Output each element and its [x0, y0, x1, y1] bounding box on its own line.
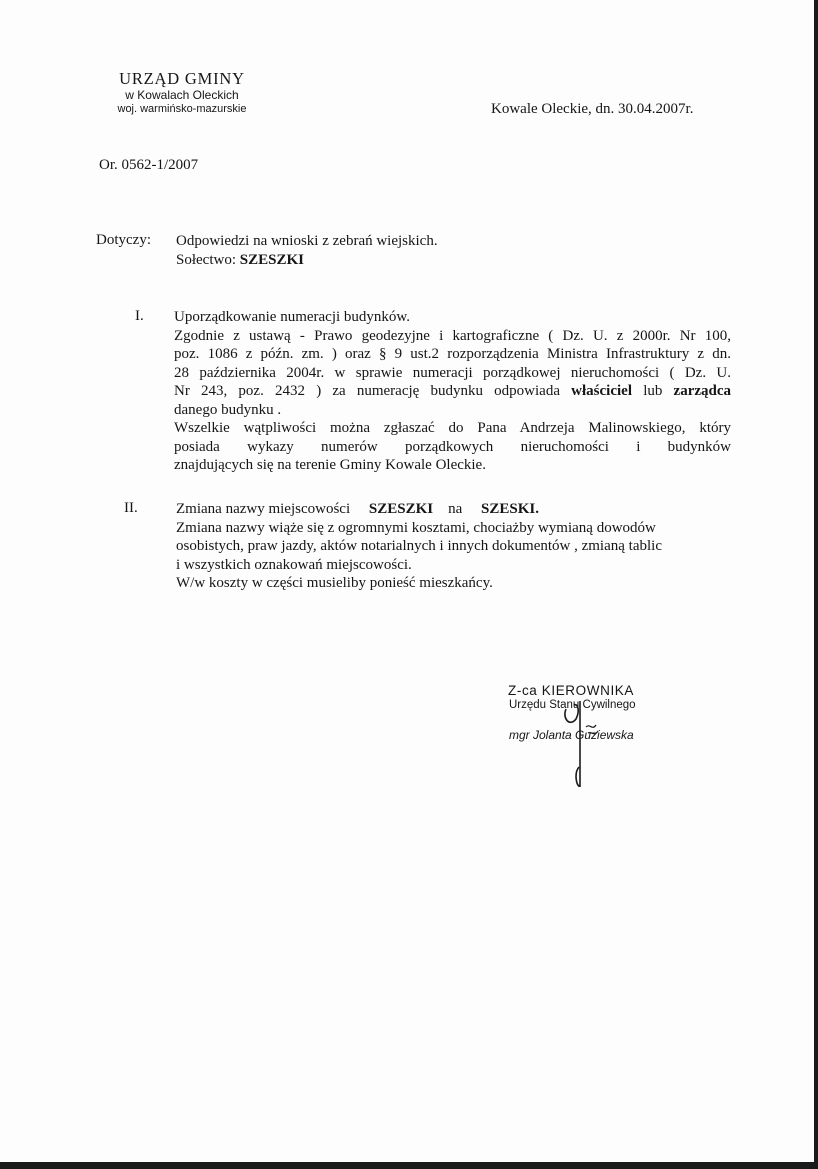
section2-line: osobistych, praw jazdy, aktów notarialnych i innych dokumentów , zmianą tablic [176, 538, 662, 554]
section1-number: I. [135, 308, 144, 324]
section2-body [176, 500, 736, 593]
section2-number: II. [124, 500, 138, 516]
section1-line: znajdujących się na terenie Gminy Kowale Oleckie. [174, 457, 486, 473]
section1-line: posiada wykazy numerów porządkowych nieruchomości i budynków [174, 438, 731, 455]
text-run: Nr 243, poz. 2432 ) za numerację budynku odpowiada [174, 383, 560, 399]
subject-text: Odpowiedzi na wnioski z zebrań wiejskich. [176, 233, 438, 249]
village-line [176, 251, 438, 270]
old-name: SZESZKI [368, 501, 434, 517]
signatory-unit: Urzędu Stanu Cywilnego [509, 699, 636, 711]
section1-line: Wszelkie wątpliwości można zgłaszać do Pana Andrzeja Malinowskiego, który [174, 420, 731, 436]
section1-line: danego budynku . [174, 401, 282, 418]
handwritten-signature [560, 697, 630, 787]
section2-line: i wszystkich oznakowań miejscowości. [176, 556, 412, 573]
manager-term: zarządca [673, 383, 732, 399]
new-name: SZESKI. [481, 501, 539, 517]
section2-line: Zmiana nazwy wiąże się z ogromnymi kosztami, chociażby wymianą dowodów [176, 519, 656, 536]
subject-block [176, 232, 438, 270]
office-voivodeship: woj. warmińsko-mazurskie [117, 103, 247, 115]
signatory-title: Z-ca KIEROWNIKA [508, 683, 635, 698]
section1-body [174, 308, 731, 475]
text-run: na [448, 501, 463, 517]
text-run: lub [643, 383, 663, 399]
signatory-name: mgr Jolanta Guziewska [509, 728, 634, 742]
village-label: Sołectwo: [176, 252, 236, 268]
section1-line-responsibility [174, 382, 731, 401]
office-location: w Kowalach Oleckich [125, 88, 239, 102]
owner-term: właściciel [571, 383, 632, 399]
section1-line: Zgodnie z ustawą - Prawo geodezyjne i kartograficzne ( Dz. U. z 2000r. Nr 100, [174, 327, 731, 344]
place-date: Kowale Oleckie, dn. 30.04.2007r. [491, 101, 694, 117]
section1-line: 28 października 2004r. w sprawie numeracji porządkowej nieruchomości ( Dz. U. [174, 364, 731, 381]
scan-edge-right [814, 0, 818, 1169]
village-name: SZESZKI [239, 252, 304, 268]
office-stamp [104, 70, 260, 116]
section2-title [176, 500, 736, 519]
section1-title: Uporządkowanie numeracji budynków. [174, 309, 411, 325]
scan-edge-bottom [0, 1162, 818, 1169]
subject-label: Dotyczy: [96, 232, 151, 248]
office-name: URZĄD GMINY [119, 69, 245, 88]
section2-line: W/w koszty w części musieliby ponieść mieszkańcy. [176, 575, 493, 591]
section1-line: poz. 1086 z późn. zm. ) oraz § 9 ust.2 rozporządzenia Ministra Infrastruktury z dn. [174, 346, 731, 362]
text-run: Zmiana nazwy miejscowości [176, 501, 351, 517]
reference-number: Or. 0562-1/2007 [99, 157, 199, 173]
